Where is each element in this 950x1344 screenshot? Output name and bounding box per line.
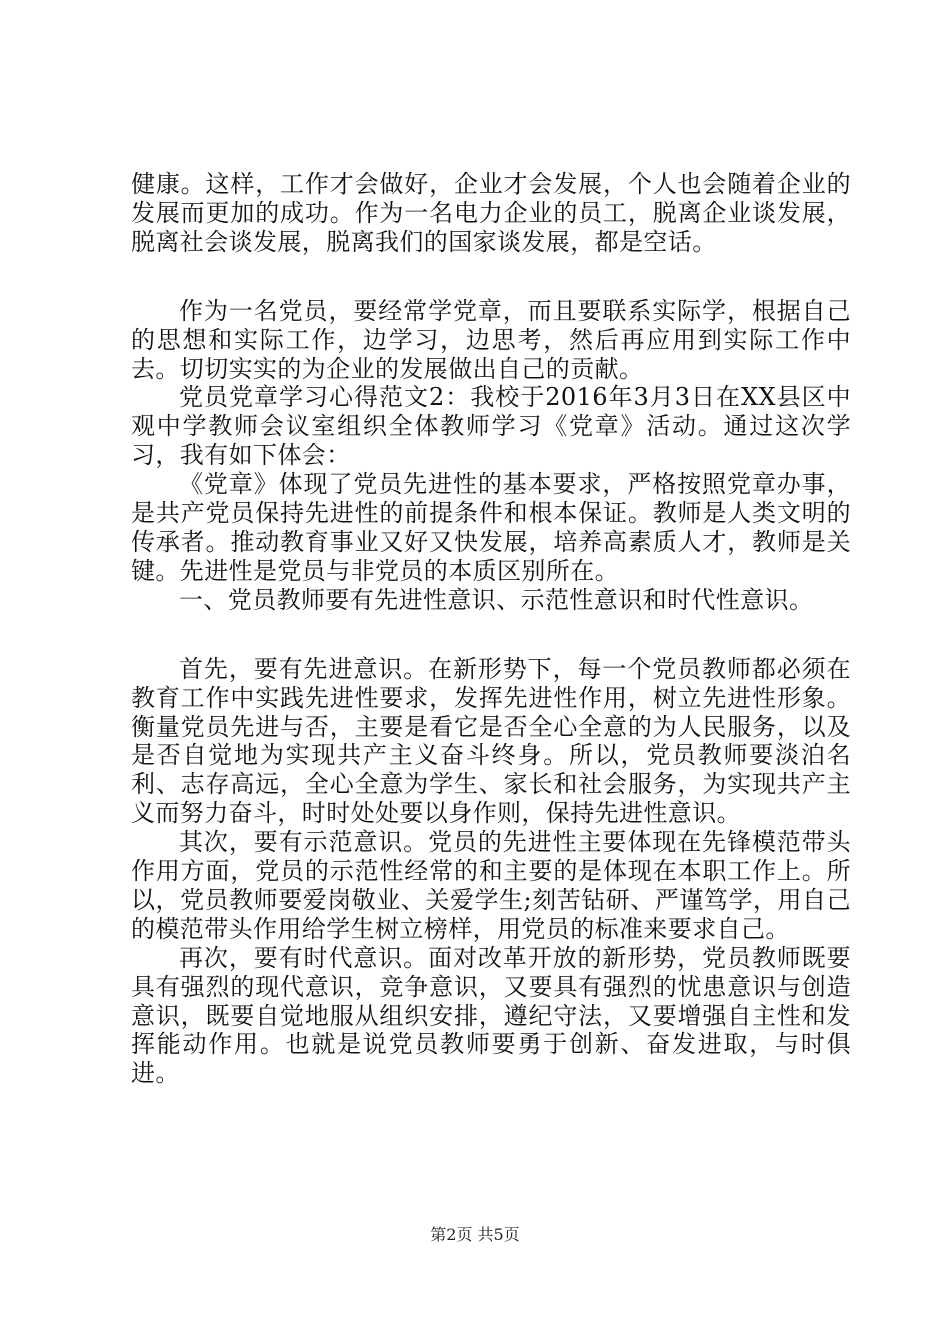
paragraph-sample-essay-intro: 党员党章学习心得范文2：我校于2016年3月3日在XX县区中观中学教师会议室组织全体教师学习《党章》活动。通过这次学习，我有如下体会： <box>131 383 851 470</box>
paragraph-exemplary-awareness: 其次，要有示范意识。党员的先进性主要体现在先锋模范带头作用方面，党员的示范性经常的和主要的是体现在本职工作上。所以，党员教师要爱岗敬业、关爱学生;刻苦钻研、严谨笃学，用自己的模范带头作用给学生树立榜样，用党员的标准来要求自己。 <box>131 828 851 943</box>
section-heading-one: 一、党员教师要有先进性意识、示范性意识和时代性意识。 <box>179 585 814 614</box>
page-number-footer: 第2页 共5页 <box>430 1225 520 1244</box>
paragraph-continuation: 健康。这样，工作才会做好，企业才会发展，个人也会随着企业的发展而更加的成功。作为一名电力企业的员工，脱离企业谈发展，脱离社会谈发展，脱离我们的国家谈发展，都是空话。 <box>131 170 851 256</box>
paragraph-advanced-awareness: 首先，要有先进意识。在新形势下，每一个党员教师都必须在教育工作中实践先进性要求，发挥先进性作用，树立先进性形象。衡量党员先进与否，主要是看它是否全心全意的为人民服务，以及是否自觉地为实现共产主义奋斗终身。所以，党员教师要淡泊名利、志存高远，全心全意为学生、家长和社会服务，为实现共产主义而努力奋斗，时时处处要以身作则，保持先进性意识。 <box>131 654 851 828</box>
paragraph-charter-requirements: 《党章》体现了党员先进性的基本要求，严格按照党章办事，是共产党员保持先进性的前提条件和根本保证。教师是人类文明的传承者。推动教育事业又好又快发展，培养高素质人才，教师是关键。先进性是党员与非党员的本质区别所在。 <box>131 470 851 585</box>
document-body <box>131 170 851 1088</box>
paragraph-study-charter: 作为一名党员，要经常学党章，而且要联系实际学，根据自己的思想和实际工作，边学习，边思考，然后再应用到实际工作中去。切切实实的为企业的发展做出自己的贡献。 <box>131 296 851 383</box>
paragraph-era-awareness: 再次，要有时代意识。面对改革开放的新形势，党员教师既要具有强烈的现代意识，竞争意识，又要具有强烈的忧患意识与创造意识，既要自觉地服从组织安排，遵纪守法，又要增强自主性和发挥能动作用。也就是说党员教师要勇于创新、奋发进取，与时俱进。 <box>131 943 851 1088</box>
